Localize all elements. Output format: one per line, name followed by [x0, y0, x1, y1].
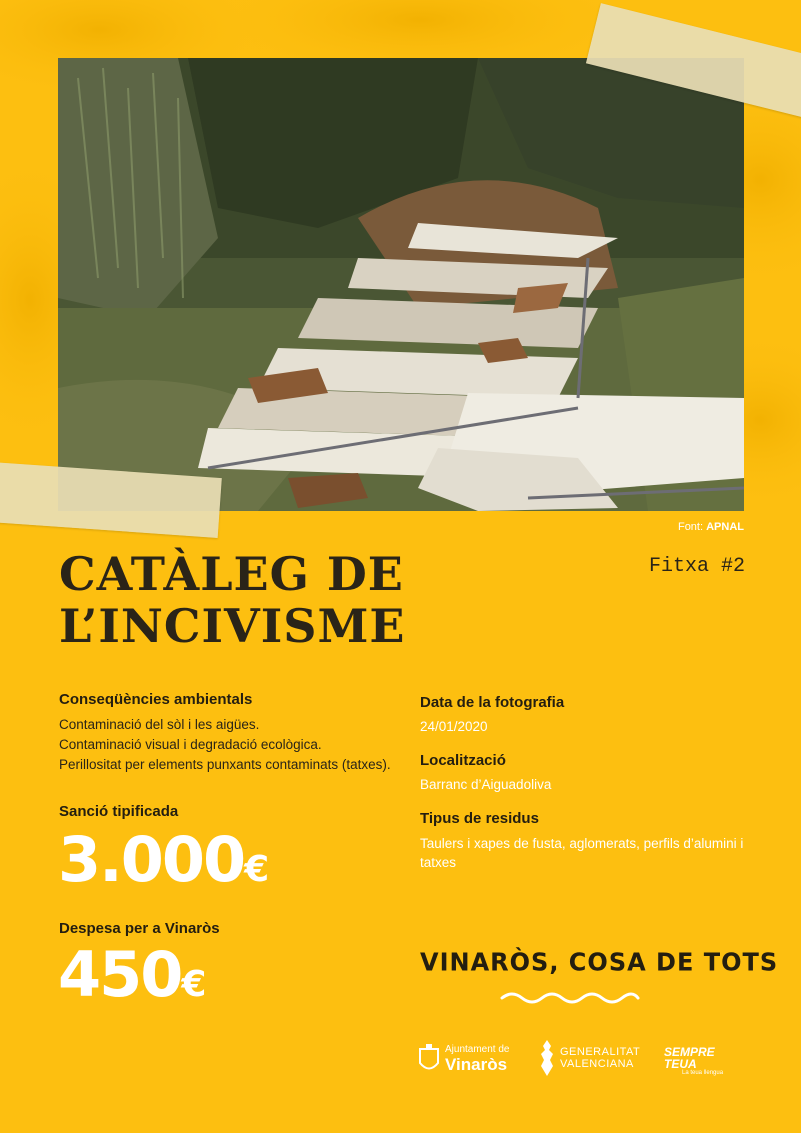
- sempre-teua-logo: [664, 1046, 723, 1077]
- ajuntament-logo: [418, 1043, 510, 1075]
- cost-heading: Despesa per a Vinaròs: [59, 920, 220, 937]
- consequence-item: Contaminació del sòl i les aigües.: [59, 717, 260, 732]
- wave-divider: [500, 988, 640, 1008]
- fitxa-number: Fitxa #2: [648, 555, 745, 578]
- title-line-2: L’INCIVISME: [59, 599, 406, 653]
- bat-crest-icon: [538, 1040, 556, 1076]
- consequences-heading: Conseqüències ambientals: [59, 691, 253, 708]
- sempre-line-1: SEMPRE: [664, 1045, 715, 1059]
- sanction-value: 3.000: [58, 823, 245, 896]
- cost-value: 450: [58, 938, 182, 1011]
- page-title: [59, 548, 579, 652]
- consequences-list: [59, 715, 399, 775]
- consequence-item: Perillositat per elements punxants contaminats (tatxes).: [59, 757, 391, 772]
- photo-credit: [678, 521, 744, 533]
- generalitat-line-2: VALENCIANA: [560, 1058, 634, 1070]
- generalitat-logo: [538, 1040, 640, 1076]
- dumped-waste-photo: [58, 58, 744, 511]
- sanction-currency: €: [244, 849, 270, 890]
- title-line-1: CATÀLEG DE: [59, 547, 404, 601]
- waste-heading: Tipus de residus: [420, 810, 539, 827]
- cost-currency: €: [181, 964, 207, 1005]
- sempre-tagline: La teua llengua: [682, 1070, 724, 1076]
- location-heading: Localització: [420, 752, 506, 769]
- waste-value: Taulers i xapes de fusta, aglomerats, perfils d’alumini i tatxes: [420, 836, 744, 870]
- photo-date-heading: Data de la fotografia: [420, 694, 565, 711]
- shield-icon: [418, 1043, 440, 1075]
- credit-prefix: Font:: [677, 521, 704, 533]
- sanction-heading: Sanció tipificada: [59, 803, 179, 820]
- ajuntament-line-2: Vinaròs: [445, 1055, 508, 1074]
- photo-date-value: 24/01/2020: [420, 719, 488, 734]
- credit-source: APNAL: [706, 521, 744, 533]
- generalitat-line-1: GENERALITAT: [560, 1046, 641, 1058]
- ajuntament-line-1: Ajuntament de: [445, 1044, 510, 1055]
- sanction-amount: [58, 823, 270, 903]
- slogan: VINARÒS, COSA DE TOTS: [420, 947, 779, 977]
- sempre-line-2: TEUA: [664, 1057, 697, 1071]
- consequence-item: Contaminació visual i degradació ecològica.: [59, 737, 322, 752]
- cost-amount: [58, 938, 207, 1018]
- location-value: Barranc d’Aiguadoliva: [420, 777, 552, 792]
